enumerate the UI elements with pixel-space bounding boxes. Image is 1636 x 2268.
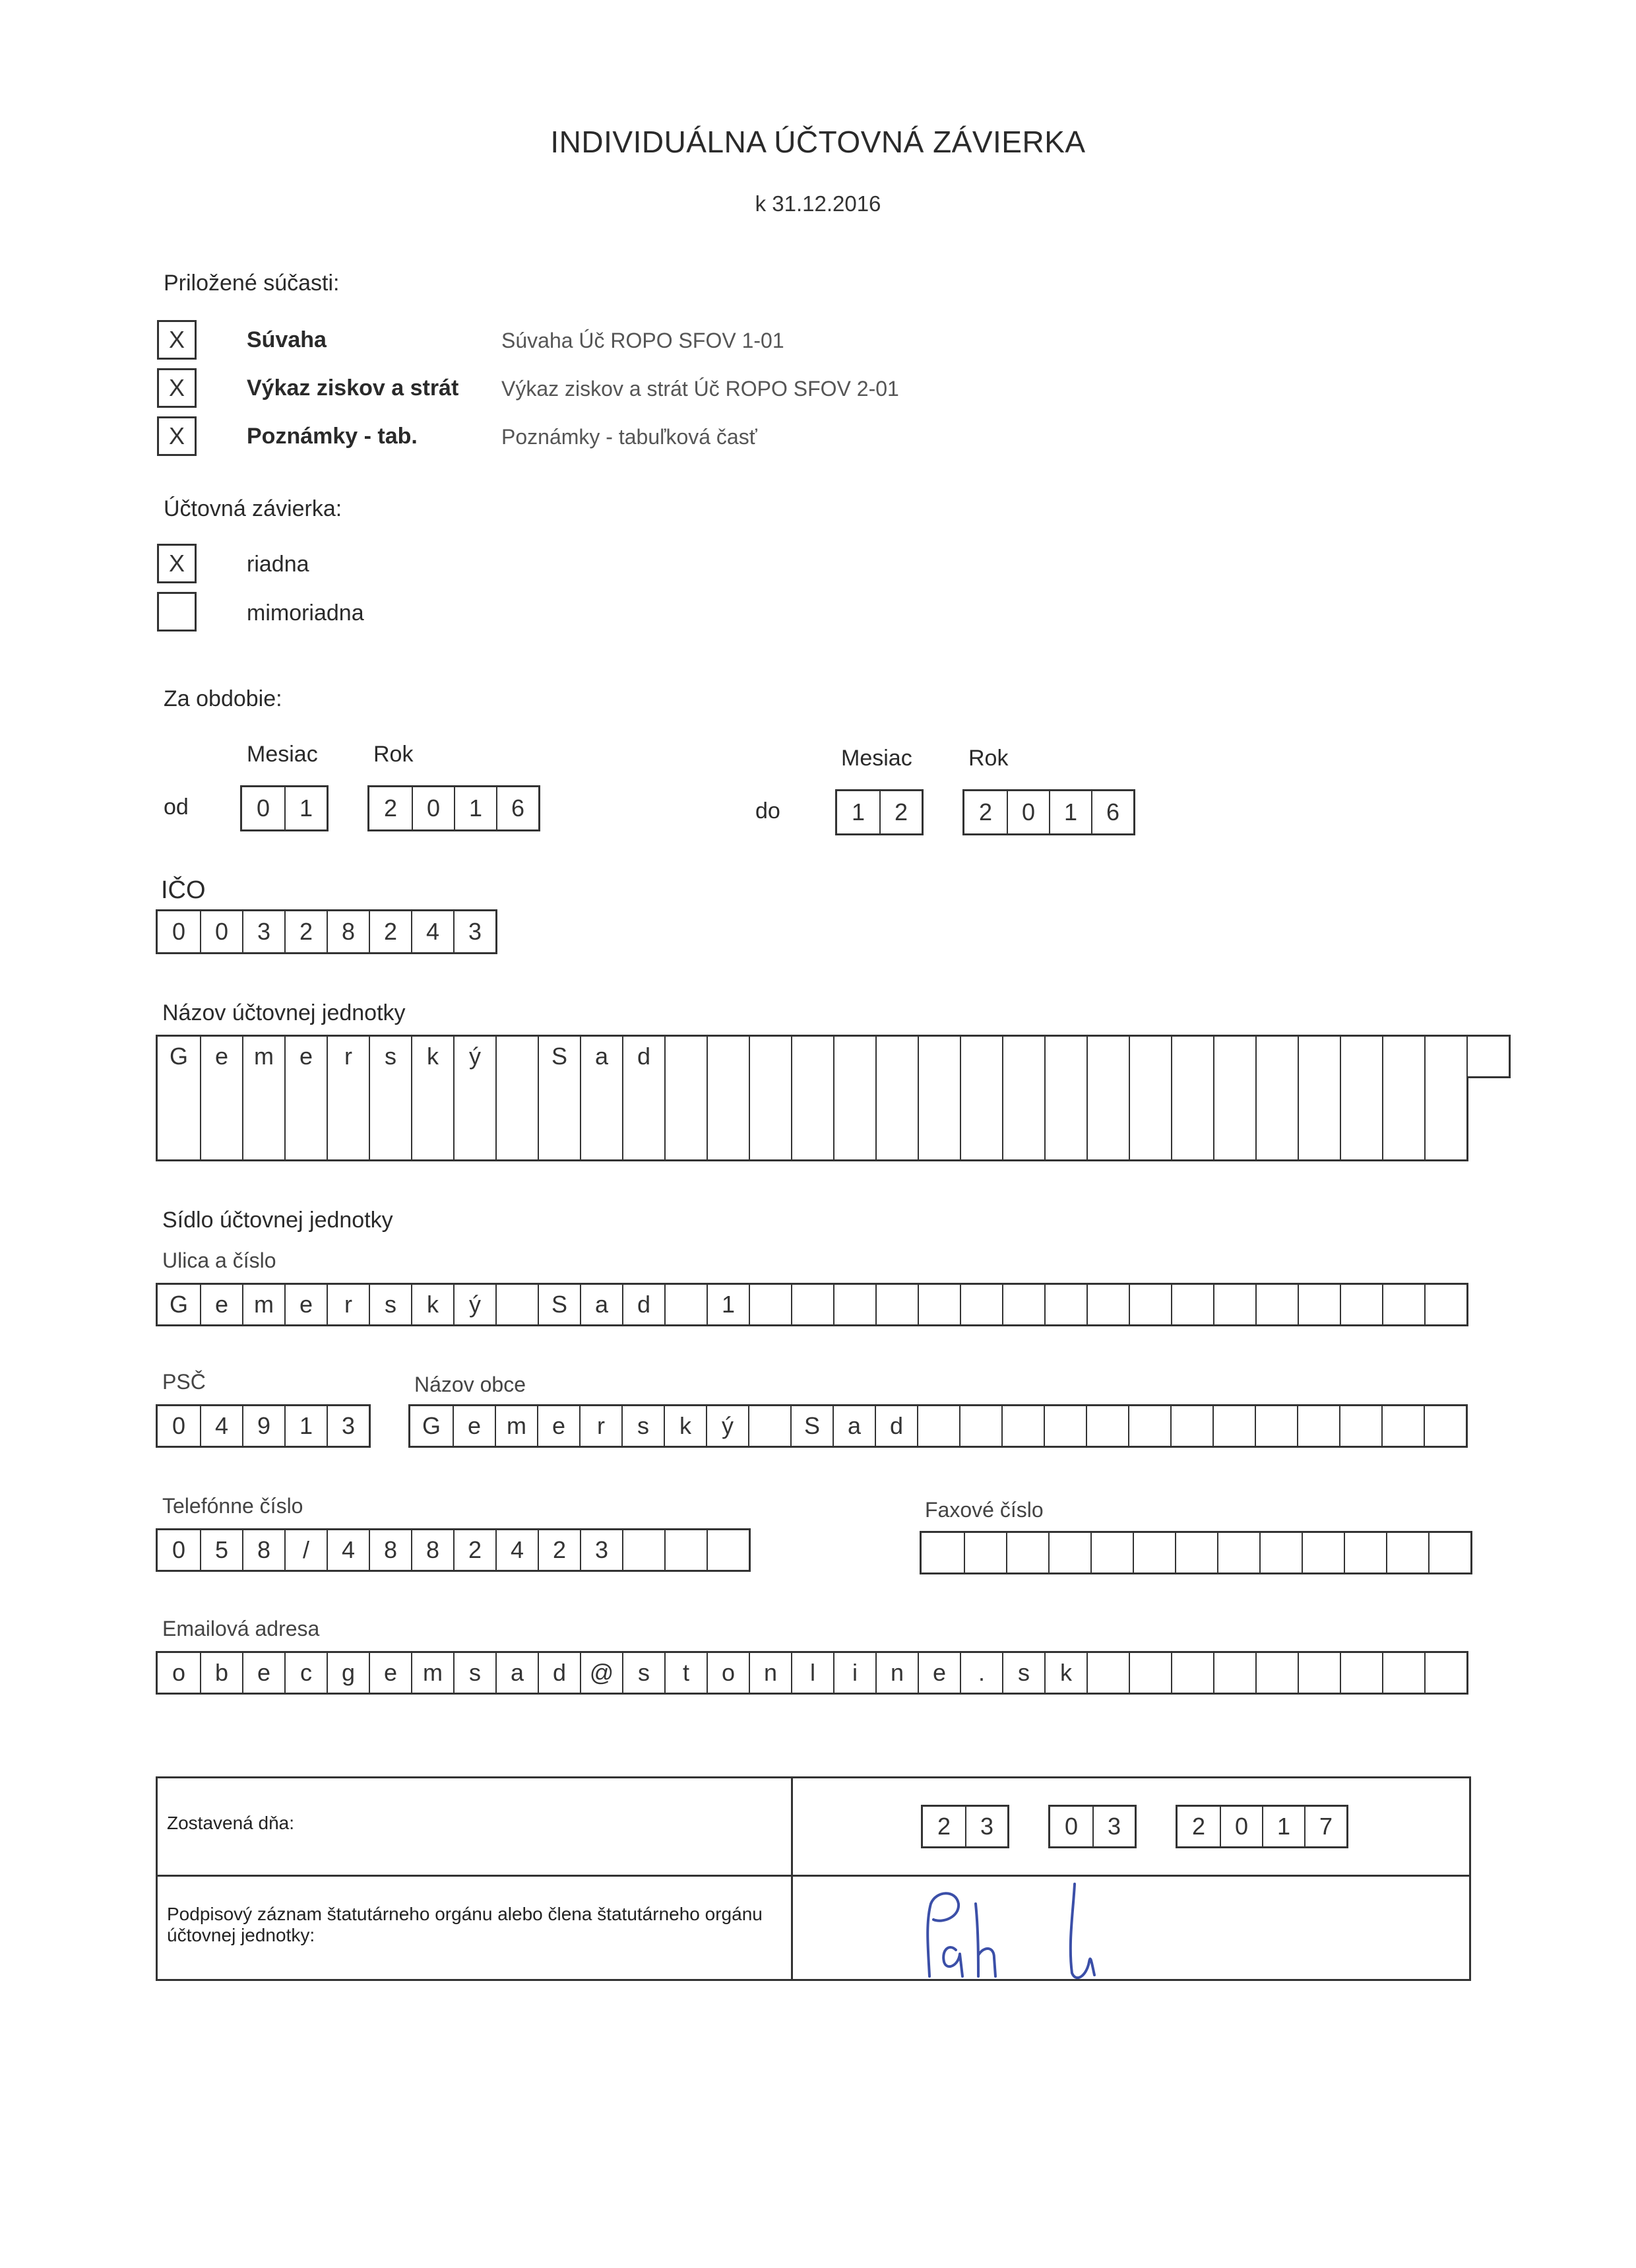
char-cell — [327, 1076, 369, 1118]
char-cell — [1298, 1118, 1340, 1159]
char-cell — [917, 1406, 959, 1446]
char-cell — [1086, 1406, 1128, 1446]
char-cell — [1340, 1653, 1382, 1693]
char-cell — [1259, 1533, 1302, 1572]
signature-table — [156, 1776, 1471, 1981]
to-month-field[interactable] — [835, 789, 924, 835]
char-cell — [1213, 1653, 1255, 1693]
char-cell — [327, 1118, 369, 1159]
char-cell — [495, 1118, 538, 1159]
to-year-field[interactable] — [962, 789, 1135, 835]
char-cell — [1044, 1285, 1086, 1324]
char-cell: c — [284, 1653, 327, 1693]
char-cell — [411, 1118, 453, 1159]
phone-label: Telefónne číslo — [162, 1494, 303, 1518]
char-cell: d — [622, 1037, 664, 1076]
char-cell — [1255, 1285, 1298, 1324]
to-month-label: Mesiac — [841, 746, 912, 771]
attachment-name-notes: Poznámky - tab. — [247, 424, 418, 449]
char-cell — [1213, 1285, 1255, 1324]
char-cell: 2 — [284, 911, 327, 952]
char-cell: e — [537, 1406, 579, 1446]
char-cell: s — [369, 1285, 411, 1324]
char-cell — [707, 1076, 749, 1118]
char-cell — [1340, 1037, 1382, 1076]
closing-checkbox-extraordinary[interactable] — [157, 592, 197, 632]
char-cell — [158, 1118, 200, 1159]
char-cell: 0 — [412, 787, 454, 829]
entity-name-field-row1[interactable] — [156, 1035, 1511, 1078]
from-year-label: Rok — [373, 742, 414, 767]
char-cell: r — [579, 1406, 621, 1446]
fax-field[interactable] — [920, 1531, 1472, 1574]
char-cell — [1129, 1037, 1171, 1076]
char-cell: l — [791, 1653, 833, 1693]
char-cell — [242, 1118, 284, 1159]
char-cell: 0 — [172, 1412, 186, 1439]
char-cell: a — [580, 1285, 622, 1324]
char-cell: S — [790, 1406, 833, 1446]
char-cell: e — [453, 1406, 495, 1446]
char-cell — [495, 1285, 538, 1324]
char-cell: 3 — [327, 1406, 369, 1446]
char-cell — [1171, 1285, 1213, 1324]
char-cell — [580, 1076, 622, 1118]
char-cell — [749, 1118, 791, 1159]
char-cell — [1213, 1076, 1255, 1118]
char-cell — [1128, 1406, 1170, 1446]
char-cell — [1382, 1285, 1424, 1324]
char-cell — [664, 1118, 707, 1159]
char-cell — [622, 1530, 664, 1570]
char-cell — [284, 1118, 327, 1159]
char-cell — [1217, 1533, 1259, 1572]
char-cell — [1002, 1118, 1044, 1159]
ico-field[interactable] — [156, 909, 497, 954]
char-cell: 3 — [580, 1530, 622, 1570]
char-cell — [1297, 1406, 1339, 1446]
from-month-label: Mesiac — [247, 742, 318, 767]
char-cell: s — [1002, 1653, 1044, 1693]
attachment-desc-notes: Poznámky - tabuľková časť — [501, 425, 757, 449]
char-cell: d — [538, 1653, 580, 1693]
phone-field[interactable] — [156, 1528, 751, 1572]
char-cell — [1466, 1037, 1509, 1076]
char-cell — [875, 1118, 918, 1159]
char-cell — [1424, 1118, 1466, 1159]
char-cell — [369, 1076, 411, 1118]
char-cell: 8 — [369, 1530, 411, 1570]
char-cell — [875, 1076, 918, 1118]
char-cell — [959, 1406, 1001, 1446]
char-cell — [1424, 1076, 1466, 1118]
attachment-desc-profit-loss: Výkaz ziskov a strát Úč ROPO SFOV 2-01 — [501, 377, 899, 401]
char-cell: 1 — [1262, 1807, 1304, 1846]
char-cell — [495, 1076, 538, 1118]
compiled-label: Zostavená dňa: — [167, 1813, 295, 1833]
char-cell — [538, 1076, 580, 1118]
char-cell: k — [664, 1406, 706, 1446]
char-cell: m — [242, 1285, 284, 1324]
char-cell — [1175, 1533, 1217, 1572]
char-cell: 0 — [172, 918, 186, 945]
char-cell: e — [200, 1285, 242, 1324]
char-cell: k — [411, 1285, 453, 1324]
char-cell — [1212, 1406, 1255, 1446]
char-cell: ý — [453, 1037, 495, 1076]
char-cell — [1086, 1653, 1129, 1693]
char-cell: ý — [706, 1406, 748, 1446]
attachments-label: Priložené súčasti: — [164, 271, 340, 296]
char-cell: e — [918, 1653, 960, 1693]
char-cell — [1382, 1076, 1424, 1118]
char-cell — [1044, 1037, 1086, 1076]
char-cell: 2 — [383, 794, 398, 822]
char-cell: 0 — [200, 911, 242, 952]
char-cell — [749, 1076, 791, 1118]
char-cell — [960, 1037, 1002, 1076]
char-cell: 3 — [965, 1807, 1007, 1846]
char-cell — [1171, 1076, 1213, 1118]
to-label: do — [755, 798, 780, 824]
char-cell — [833, 1076, 875, 1118]
compiled-month-field[interactable] — [1048, 1805, 1137, 1848]
char-cell: 3 — [1092, 1807, 1135, 1846]
fax-label: Faxové číslo — [925, 1498, 1044, 1522]
char-cell — [1044, 1406, 1086, 1446]
char-cell: o — [172, 1659, 186, 1686]
char-cell — [1002, 1037, 1044, 1076]
char-cell: i — [833, 1653, 875, 1693]
char-cell — [707, 1530, 749, 1570]
char-cell — [664, 1285, 707, 1324]
char-cell — [1086, 1285, 1129, 1324]
char-cell — [791, 1118, 833, 1159]
char-cell — [664, 1530, 707, 1570]
compiled-day-field[interactable] — [921, 1805, 1009, 1848]
char-cell: ý — [453, 1285, 495, 1324]
char-cell: 0 — [256, 794, 270, 822]
email-label: Emailová adresa — [162, 1617, 320, 1640]
char-cell: 6 — [496, 787, 538, 829]
char-cell — [664, 1076, 707, 1118]
char-cell — [922, 1533, 964, 1572]
char-cell — [833, 1037, 875, 1076]
char-cell — [453, 1076, 495, 1118]
char-cell — [960, 1285, 1002, 1324]
char-cell: s — [622, 1653, 664, 1693]
closing-name-extraordinary: mimoriadna — [247, 600, 364, 626]
char-cell — [1382, 1653, 1424, 1693]
char-cell: 6 — [1091, 791, 1133, 833]
char-cell — [200, 1076, 242, 1118]
char-cell — [1424, 1037, 1466, 1076]
char-cell — [1213, 1118, 1255, 1159]
address-label: Sídlo účtovnej jednotky — [162, 1208, 393, 1233]
char-cell — [791, 1285, 833, 1324]
char-cell — [918, 1076, 960, 1118]
char-cell — [1044, 1076, 1086, 1118]
char-cell: / — [284, 1530, 327, 1570]
period-label: Za obdobie: — [164, 686, 282, 711]
entity-name-label: Názov účtovnej jednotky — [162, 1000, 406, 1025]
char-cell — [960, 1118, 1002, 1159]
closing-checkbox-regular[interactable]: X — [157, 544, 197, 583]
street-field[interactable] — [156, 1283, 1468, 1326]
char-cell: e — [242, 1653, 284, 1693]
char-cell: 1 — [284, 787, 327, 829]
char-cell — [1344, 1533, 1386, 1572]
char-cell: 1 — [454, 787, 496, 829]
char-cell — [1213, 1037, 1255, 1076]
char-cell — [1428, 1533, 1470, 1572]
char-cell — [1255, 1406, 1297, 1446]
page-title: INDIVIDUÁLNA ÚČTOVNÁ ZÁVIERKA — [550, 125, 1086, 159]
char-cell: 3 — [242, 911, 284, 952]
char-cell: S — [538, 1285, 580, 1324]
char-cell — [1340, 1285, 1382, 1324]
from-label: od — [164, 794, 189, 820]
char-cell: 4 — [200, 1406, 242, 1446]
char-cell: 0 — [1064, 1813, 1079, 1840]
char-cell — [918, 1118, 960, 1159]
from-year-field[interactable] — [367, 785, 540, 831]
char-cell: 2 — [937, 1813, 951, 1840]
closing-label: Účtovná závierka: — [164, 496, 342, 521]
attachment-checkbox-notes[interactable]: X — [157, 416, 197, 456]
char-cell: 2 — [369, 911, 411, 952]
char-cell: 1 — [1049, 791, 1091, 833]
char-cell: m — [495, 1406, 537, 1446]
char-cell — [748, 1406, 790, 1446]
city-label: Názov obce — [414, 1373, 526, 1396]
char-cell — [622, 1118, 664, 1159]
char-cell — [1298, 1285, 1340, 1324]
char-cell: 2 — [1191, 1813, 1206, 1840]
attachment-desc-balance: Súvaha Úč ROPO SFOV 1-01 — [501, 329, 784, 352]
char-cell — [1382, 1037, 1424, 1076]
char-cell — [622, 1076, 664, 1118]
char-cell: n — [875, 1653, 918, 1693]
char-cell — [1002, 1076, 1044, 1118]
char-cell: e — [284, 1285, 327, 1324]
char-cell: 2 — [453, 1530, 495, 1570]
char-cell — [1340, 1118, 1382, 1159]
char-cell — [1424, 1285, 1466, 1324]
char-cell — [369, 1118, 411, 1159]
char-cell: n — [749, 1653, 791, 1693]
table-divider-vertical — [791, 1778, 793, 1979]
char-cell: 8 — [411, 1530, 453, 1570]
char-cell — [1002, 1285, 1044, 1324]
char-cell: s — [369, 1037, 411, 1076]
char-cell — [495, 1037, 538, 1076]
char-cell — [960, 1076, 1002, 1118]
char-cell: g — [327, 1653, 369, 1693]
char-cell: 2 — [879, 791, 922, 833]
attachment-name-profit-loss: Výkaz ziskov a strát — [247, 375, 459, 401]
char-cell — [749, 1037, 791, 1076]
char-cell: @ — [580, 1653, 622, 1693]
char-cell — [158, 1076, 200, 1118]
char-cell: S — [538, 1037, 580, 1076]
closing-name-regular: riadna — [247, 552, 309, 577]
attachment-checkbox-balance[interactable]: X — [157, 320, 197, 360]
char-cell — [707, 1037, 749, 1076]
char-cell: G — [169, 1291, 188, 1318]
street-label: Ulica a číslo — [162, 1248, 276, 1272]
char-cell — [1129, 1653, 1171, 1693]
char-cell — [1298, 1653, 1340, 1693]
char-cell: k — [411, 1037, 453, 1076]
char-cell: d — [875, 1406, 917, 1446]
char-cell — [1133, 1533, 1175, 1572]
char-cell: a — [580, 1037, 622, 1076]
char-cell: 2 — [978, 798, 993, 826]
char-cell: 8 — [242, 1530, 284, 1570]
char-cell: e — [200, 1037, 242, 1076]
char-cell: e — [369, 1653, 411, 1693]
char-cell: d — [622, 1285, 664, 1324]
char-cell: 9 — [242, 1406, 284, 1446]
char-cell: 0 — [1007, 791, 1049, 833]
char-cell: 0 — [1220, 1807, 1262, 1846]
char-cell — [1339, 1406, 1381, 1446]
char-cell — [1255, 1118, 1298, 1159]
char-cell — [964, 1533, 1006, 1572]
char-cell: 3 — [453, 911, 495, 952]
char-cell — [1340, 1076, 1382, 1118]
char-cell — [1424, 1653, 1466, 1693]
char-cell — [1298, 1037, 1340, 1076]
char-cell — [1381, 1406, 1424, 1446]
char-cell — [1424, 1406, 1466, 1446]
char-cell — [538, 1118, 580, 1159]
char-cell: 5 — [200, 1530, 242, 1570]
compiled-year-field[interactable] — [1176, 1805, 1348, 1848]
char-cell: 4 — [495, 1530, 538, 1570]
attachment-checkbox-profit-loss[interactable]: X — [157, 368, 197, 408]
char-cell — [1006, 1533, 1048, 1572]
char-cell — [1129, 1285, 1171, 1324]
char-cell: 4 — [327, 1530, 369, 1570]
char-cell — [1048, 1533, 1090, 1572]
char-cell: a — [495, 1653, 538, 1693]
entity-name-field-row2[interactable] — [156, 1076, 1468, 1120]
char-cell — [1001, 1406, 1044, 1446]
char-cell — [1170, 1406, 1212, 1446]
char-cell: k — [1044, 1653, 1086, 1693]
char-cell — [664, 1037, 707, 1076]
char-cell — [1298, 1076, 1340, 1118]
char-cell — [875, 1037, 918, 1076]
char-cell — [284, 1076, 327, 1118]
char-cell — [1044, 1118, 1086, 1159]
from-month-field[interactable] — [240, 785, 329, 831]
char-cell — [1255, 1037, 1298, 1076]
report-date: k 31.12.2016 — [755, 191, 881, 216]
char-cell: s — [453, 1653, 495, 1693]
char-cell: m — [411, 1653, 453, 1693]
table-divider-horizontal — [158, 1875, 1469, 1877]
signature-image — [910, 1877, 1279, 1983]
char-cell — [707, 1118, 749, 1159]
char-cell: r — [327, 1285, 369, 1324]
char-cell: 2 — [538, 1530, 580, 1570]
char-cell: 8 — [327, 911, 369, 952]
char-cell: s — [621, 1406, 664, 1446]
char-cell — [1171, 1118, 1213, 1159]
char-cell: 1 — [707, 1285, 749, 1324]
char-cell — [1086, 1076, 1129, 1118]
char-cell: t — [664, 1653, 707, 1693]
char-cell — [918, 1037, 960, 1076]
char-cell — [453, 1118, 495, 1159]
char-cell — [1086, 1037, 1129, 1076]
entity-name-field-row3[interactable] — [156, 1118, 1468, 1161]
attachment-name-balance: Súvaha — [247, 327, 327, 352]
char-cell — [242, 1076, 284, 1118]
char-cell: 7 — [1304, 1807, 1346, 1846]
psc-label: PSČ — [162, 1370, 206, 1394]
char-cell — [1090, 1533, 1133, 1572]
char-cell: e — [284, 1037, 327, 1076]
char-cell: 1 — [851, 798, 865, 826]
char-cell: m — [242, 1037, 284, 1076]
char-cell: r — [327, 1037, 369, 1076]
char-cell — [1171, 1653, 1213, 1693]
char-cell: 1 — [284, 1406, 327, 1446]
char-cell — [791, 1037, 833, 1076]
char-cell — [411, 1076, 453, 1118]
char-cell: 0 — [172, 1536, 186, 1563]
char-cell — [791, 1076, 833, 1118]
char-cell — [1129, 1118, 1171, 1159]
char-cell — [875, 1285, 918, 1324]
char-cell — [833, 1285, 875, 1324]
char-cell: a — [833, 1406, 875, 1446]
char-cell — [1382, 1118, 1424, 1159]
to-year-label: Rok — [968, 746, 1009, 771]
char-cell: o — [707, 1653, 749, 1693]
char-cell — [1302, 1533, 1344, 1572]
char-cell — [1255, 1076, 1298, 1118]
char-cell: 4 — [411, 911, 453, 952]
char-cell — [1171, 1037, 1213, 1076]
char-cell — [1255, 1653, 1298, 1693]
char-cell — [200, 1118, 242, 1159]
char-cell — [749, 1285, 791, 1324]
signature-label: Podpisový záznam štatutárneho orgánu alebo člena štatutárneho orgánu účtovnej jednotky: — [167, 1904, 763, 1945]
char-cell: b — [200, 1653, 242, 1693]
char-cell — [1086, 1118, 1129, 1159]
city-field[interactable] — [408, 1404, 1468, 1448]
char-cell — [918, 1285, 960, 1324]
char-cell — [580, 1118, 622, 1159]
char-cell — [833, 1118, 875, 1159]
psc-field[interactable] — [156, 1404, 371, 1448]
char-cell: G — [169, 1043, 188, 1070]
ico-label: IČO — [161, 876, 206, 904]
char-cell: G — [422, 1412, 441, 1439]
char-cell — [1129, 1076, 1171, 1118]
email-field[interactable] — [156, 1651, 1468, 1695]
char-cell — [1386, 1533, 1428, 1572]
char-cell: . — [960, 1653, 1002, 1693]
